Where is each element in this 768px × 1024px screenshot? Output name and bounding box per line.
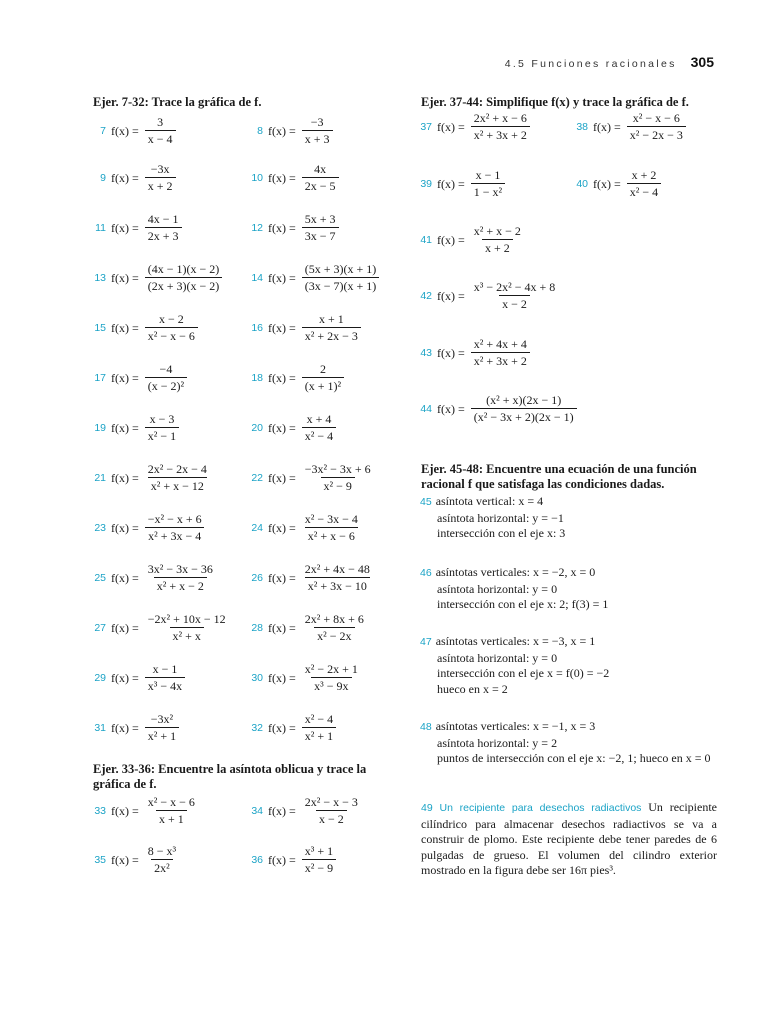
function-label: f(x) = (268, 570, 296, 585)
denominator: (2x + 3)(x − 2) (145, 277, 223, 293)
denominator: x² + x − 6 (305, 527, 358, 543)
fraction (302, 313, 361, 343)
numerator: x² + x − 2 (473, 224, 521, 238)
function-label: f(x) = (268, 220, 296, 235)
condition-line: asíntota horizontal: y = 2 (437, 735, 558, 750)
rational-function-problem (243, 791, 361, 831)
fraction (145, 613, 229, 643)
problem-number: 14 (251, 272, 263, 284)
denominator: 3x − 7 (302, 227, 339, 243)
denominator: x² − 1 (145, 427, 179, 443)
problem-number: 34 (251, 805, 263, 817)
function-label: f(x) = (111, 320, 139, 335)
problem-number: 24 (251, 522, 263, 534)
rational-function-problem (568, 107, 686, 147)
problem-number: 38 (576, 121, 588, 133)
numerator: x − 3 (149, 412, 175, 426)
rational-function-problem (86, 658, 185, 698)
problem-number: 39 (420, 178, 432, 190)
problem-number: 27 (94, 622, 106, 634)
function-label: f(x) = (268, 670, 296, 685)
denominator: x − 4 (145, 130, 176, 146)
function-label: f(x) = (268, 720, 296, 735)
denominator: 1 − x² (471, 183, 505, 199)
problem-number: 44 (420, 403, 432, 415)
denominator: x + 3 (302, 130, 333, 146)
function-label: f(x) = (268, 270, 296, 285)
problem-number: 35 (94, 854, 106, 866)
rational-function-problem (243, 208, 339, 248)
condition-line (420, 565, 608, 582)
denominator: x − 2 (499, 295, 530, 311)
numerator: −3x² − 3x + 6 (304, 462, 371, 476)
denominator: (x + 1)² (302, 377, 344, 393)
numerator: x² − 2x + 1 (304, 662, 358, 676)
fraction (145, 713, 179, 743)
numerator: (x² + x)(2x − 1) (486, 393, 562, 407)
denominator: x² + x (170, 627, 204, 643)
rational-function-problem (86, 158, 176, 198)
problem-number: 25 (94, 572, 106, 584)
condition-problem (420, 494, 565, 542)
denominator: x + 2 (482, 239, 513, 255)
exercise-heading-33-36: Ejer. 33-36: Encuentre la asíntota oblicua y trace la gráfica de f. (93, 762, 367, 791)
problem-number: 46 (420, 567, 432, 579)
rational-function-problem (243, 840, 336, 880)
fraction (145, 563, 216, 593)
numerator: 2x² − 2x − 4 (147, 462, 207, 476)
rational-function-problem (243, 408, 336, 448)
denominator: (x − 2)² (145, 377, 187, 393)
fraction (145, 363, 187, 393)
fraction (145, 413, 179, 443)
function-label: f(x) = (111, 720, 139, 735)
condition-line: asíntota horizontal: y = −1 (437, 510, 564, 525)
function-label: f(x) = (111, 370, 139, 385)
rational-function-problem (243, 308, 361, 348)
numerator: x + 4 (306, 412, 332, 426)
rational-function-problem (86, 408, 179, 448)
denominator: x² + 2x − 3 (302, 327, 361, 343)
problem-number: 22 (251, 472, 263, 484)
problem-number: 40 (576, 178, 588, 190)
function-label: f(x) = (268, 520, 296, 535)
fraction (302, 563, 373, 593)
problem-number: 48 (420, 721, 432, 733)
rational-function-problem (243, 658, 361, 698)
rational-function-problem (86, 708, 179, 748)
numerator: x³ − 2x² − 4x + 8 (473, 280, 556, 294)
rational-function-problem (412, 220, 524, 260)
function-label: f(x) = (437, 288, 465, 303)
condition-line: asíntota horizontal: y = 0 (437, 650, 558, 665)
denominator: x − 2 (316, 810, 347, 826)
problem-number: 10 (251, 172, 263, 184)
rational-function-problem (86, 258, 222, 298)
problem-number: 21 (94, 472, 106, 484)
problem-number: 30 (251, 672, 263, 684)
denominator: 2x + 3 (145, 227, 182, 243)
problem-number: 19 (94, 422, 106, 434)
denominator: (x² − 3x + 2)(2x − 1) (471, 408, 577, 424)
denominator: x³ − 9x (311, 677, 351, 693)
numerator: x − 1 (475, 168, 501, 182)
denominator: x³ − 4x (145, 677, 185, 693)
fraction (145, 513, 205, 543)
rational-function-problem (86, 358, 187, 398)
numerator: x − 2 (158, 312, 184, 326)
fraction (302, 845, 336, 875)
rational-function-problem (568, 164, 661, 204)
problem-number: 8 (257, 125, 263, 137)
condition-line (420, 634, 609, 651)
fraction (471, 281, 559, 311)
problem-number: 43 (420, 347, 432, 359)
numerator: −3x (150, 162, 170, 176)
running-header (505, 54, 714, 74)
condition-line (420, 719, 710, 736)
fraction (145, 213, 182, 243)
rational-function-problem (86, 308, 198, 348)
problem-number: 20 (251, 422, 263, 434)
function-label: f(x) = (593, 119, 621, 134)
problem-number: 17 (94, 372, 106, 384)
problem-number: 9 (100, 172, 106, 184)
condition-text: asíntota vertical: x = 4 (435, 494, 544, 508)
denominator: x² + x − 2 (154, 577, 207, 593)
problem-number: 32 (251, 722, 263, 734)
condition-problem (420, 719, 710, 767)
condition-text: asíntotas verticales: x = −2, x = 0 (435, 565, 596, 579)
page-number: 305 (690, 54, 714, 70)
function-label: f(x) = (111, 520, 139, 535)
condition-text: asíntotas verticales: x = −1, x = 3 (435, 719, 596, 733)
rational-function-problem (243, 608, 367, 648)
rational-function-problem (412, 333, 530, 373)
problem-number: 37 (420, 121, 432, 133)
numerator: x + 2 (631, 168, 657, 182)
function-label: f(x) = (268, 852, 296, 867)
section-title: 4.5 Funciones racionales (504, 58, 677, 70)
condition-problem (420, 634, 609, 697)
fraction (302, 116, 333, 146)
rational-function-problem (86, 840, 179, 880)
rational-function-problem (412, 107, 530, 147)
rational-function-problem (243, 111, 333, 151)
denominator: 2x − 5 (302, 177, 339, 193)
fraction (302, 796, 361, 826)
denominator: x² + 1 (145, 727, 179, 743)
problem-number: 16 (251, 322, 263, 334)
fraction (145, 263, 223, 293)
numerator: −2x² + 10x − 12 (147, 612, 226, 626)
fraction (471, 394, 577, 424)
denominator: x² + 3x + 2 (471, 352, 530, 368)
denominator: x² + 3x + 2 (471, 126, 530, 142)
fraction (471, 112, 530, 142)
problem-number: 47 (420, 636, 432, 648)
problem-number: 29 (94, 672, 106, 684)
problem-number: 15 (94, 322, 106, 334)
fraction (302, 413, 336, 443)
condition-text: asíntotas verticales: x = −3, x = 1 (435, 634, 596, 648)
denominator: x + 2 (145, 177, 176, 193)
denominator: x² − 4 (302, 427, 336, 443)
function-label: f(x) = (111, 170, 139, 185)
rational-function-problem (243, 708, 336, 748)
numerator: 5x + 3 (304, 212, 336, 226)
condition-line: intersección con el eje x: 3 (437, 526, 566, 540)
condition-line (420, 494, 565, 511)
function-label: f(x) = (111, 270, 139, 285)
problem-number: 28 (251, 622, 263, 634)
numerator: x² − x − 6 (147, 795, 195, 809)
problem-49-title: Un recipiente para desechos radiactivos (439, 802, 642, 814)
fraction (145, 463, 210, 493)
function-label: f(x) = (111, 803, 139, 818)
numerator: x² − 4 (304, 712, 334, 726)
fraction (302, 463, 374, 493)
problem-49 (421, 800, 717, 879)
exercise-heading-37-44: Ejer. 37-44: Simplifique f(x) y trace la gráfica de f. (421, 95, 689, 109)
problem-number: 41 (420, 234, 432, 246)
fraction (302, 263, 380, 293)
condition-line: hueco en x = 2 (437, 681, 508, 696)
problem-number: 18 (251, 372, 263, 384)
condition-line: asíntota horizontal: y = 0 (437, 581, 558, 596)
rational-function-problem (243, 558, 373, 598)
denominator: x² + 1 (302, 727, 336, 743)
fraction (471, 338, 530, 368)
function-label: f(x) = (268, 620, 296, 635)
problem-number: 11 (95, 222, 106, 234)
function-label: f(x) = (437, 176, 465, 191)
fraction (302, 613, 367, 643)
fraction (627, 169, 661, 199)
numerator: (5x + 3)(x + 1) (304, 262, 377, 276)
problem-number: 45 (420, 496, 432, 508)
function-label: f(x) = (111, 620, 139, 635)
numerator: −4 (159, 362, 173, 376)
rational-function-problem (86, 208, 182, 248)
rational-function-problem (243, 258, 379, 298)
function-label: f(x) = (268, 803, 296, 818)
numerator: x³ + 1 (304, 844, 334, 858)
denominator: x² − 4 (627, 183, 661, 199)
rational-function-problem (86, 508, 205, 548)
numerator: 2x² − x − 3 (304, 795, 358, 809)
problem-number: 7 (100, 125, 106, 137)
function-label: f(x) = (111, 123, 139, 138)
condition-line: intersección con el eje x = f(0) = −2 (437, 666, 610, 680)
denominator: x² + x − 12 (148, 477, 207, 493)
denominator: x + 1 (156, 810, 187, 826)
rational-function-problem (86, 558, 216, 598)
denominator: x² − x − 6 (145, 327, 198, 343)
fraction (302, 163, 339, 193)
fraction (302, 663, 361, 693)
function-label: f(x) = (268, 123, 296, 138)
rational-function-problem (86, 111, 176, 151)
numerator: 2 (319, 362, 326, 376)
numerator: 3x² − 3x − 36 (147, 562, 213, 576)
fraction (145, 163, 176, 193)
problem-number: 31 (94, 722, 106, 734)
fraction (145, 116, 176, 146)
fraction (145, 796, 198, 826)
problem-number: 42 (420, 290, 432, 302)
fraction (302, 713, 336, 743)
problem-number: 36 (251, 854, 263, 866)
denominator: x² − 9 (321, 477, 355, 493)
denominator: x² − 2x (314, 627, 354, 643)
rational-function-problem (86, 791, 198, 831)
numerator: x² − x − 6 (632, 111, 680, 125)
function-label: f(x) = (111, 670, 139, 685)
problem-number: 12 (251, 222, 263, 234)
fraction (471, 169, 505, 199)
function-label: f(x) = (111, 852, 139, 867)
function-label: f(x) = (111, 570, 139, 585)
numerator: 2x² + x − 6 (473, 111, 527, 125)
condition-line: intersección con el eje x: 2; f(3) = 1 (437, 597, 609, 611)
fraction (145, 313, 198, 343)
function-label: f(x) = (268, 370, 296, 385)
rational-function-problem (243, 358, 344, 398)
numerator: x² + 4x + 4 (473, 337, 527, 351)
condition-problem (420, 565, 608, 613)
numerator: −x² − x + 6 (147, 512, 202, 526)
problem-number: 13 (94, 272, 106, 284)
rational-function-problem (86, 458, 210, 498)
rational-function-problem (412, 164, 505, 204)
denominator: x² − 2x − 3 (627, 126, 686, 142)
function-label: f(x) = (437, 345, 465, 360)
problem-number: 33 (94, 805, 106, 817)
numerator: x + 1 (318, 312, 344, 326)
numerator: 2x² + 4x − 48 (304, 562, 370, 576)
problem-number: 26 (251, 572, 263, 584)
denominator: x² − 9 (302, 859, 336, 875)
function-label: f(x) = (111, 220, 139, 235)
numerator: −3 (310, 115, 324, 129)
numerator: 2x² + 8x + 6 (304, 612, 364, 626)
function-label: f(x) = (437, 119, 465, 134)
numerator: x² − 3x − 4 (304, 512, 358, 526)
function-label: f(x) = (268, 470, 296, 485)
numerator: −3x² (150, 712, 174, 726)
exercise-heading-7-32: Ejer. 7-32: Trace la gráfica de f. (93, 95, 262, 109)
numerator: (4x − 1)(x − 2) (147, 262, 220, 276)
fraction (471, 225, 524, 255)
rational-function-problem (412, 389, 577, 429)
function-label: f(x) = (437, 232, 465, 247)
fraction (302, 363, 344, 393)
function-label: f(x) = (268, 170, 296, 185)
function-label: f(x) = (111, 420, 139, 435)
fraction (627, 112, 686, 142)
rational-function-problem (243, 458, 374, 498)
fraction (145, 663, 185, 693)
problem-49-text: Un recipiente cilíndrico para almacenar desechos radiactivos se va a construir de plomo. Este recipiente debe tener paredes de 6 pulgadas de grueso. El volumen del cilindro exterior mostrado en la figura debe ser 16π pies³. (421, 800, 717, 877)
problem-number: 49 (421, 802, 433, 814)
exercise-heading-45-48: Ejer. 45-48: Encuentre una ecuación de una función racional f que satisfaga las condiciones dadas. (421, 462, 697, 491)
function-label: f(x) = (437, 401, 465, 416)
fraction (302, 213, 339, 243)
denominator: 2x² (151, 859, 173, 875)
denominator: x² + 3x − 4 (145, 527, 204, 543)
numerator: 3 (157, 115, 164, 129)
rational-function-problem (243, 508, 361, 548)
function-label: f(x) = (268, 320, 296, 335)
rational-function-problem (243, 158, 339, 198)
numerator: 4x − 1 (147, 212, 179, 226)
function-label: f(x) = (111, 470, 139, 485)
rational-function-problem (412, 276, 558, 316)
fraction (145, 845, 179, 875)
denominator: (3x − 7)(x + 1) (302, 277, 380, 293)
numerator: 8 − x³ (147, 844, 177, 858)
fraction (302, 513, 361, 543)
function-label: f(x) = (593, 176, 621, 191)
rational-function-problem (86, 608, 229, 648)
numerator: 4x (314, 162, 327, 176)
denominator: x² + 3x − 10 (305, 577, 370, 593)
numerator: x − 1 (152, 662, 178, 676)
problem-number: 23 (94, 522, 106, 534)
condition-line: puntos de intersección con el eje x: −2, 1; hueco en x = 0 (437, 751, 711, 765)
function-label: f(x) = (268, 420, 296, 435)
